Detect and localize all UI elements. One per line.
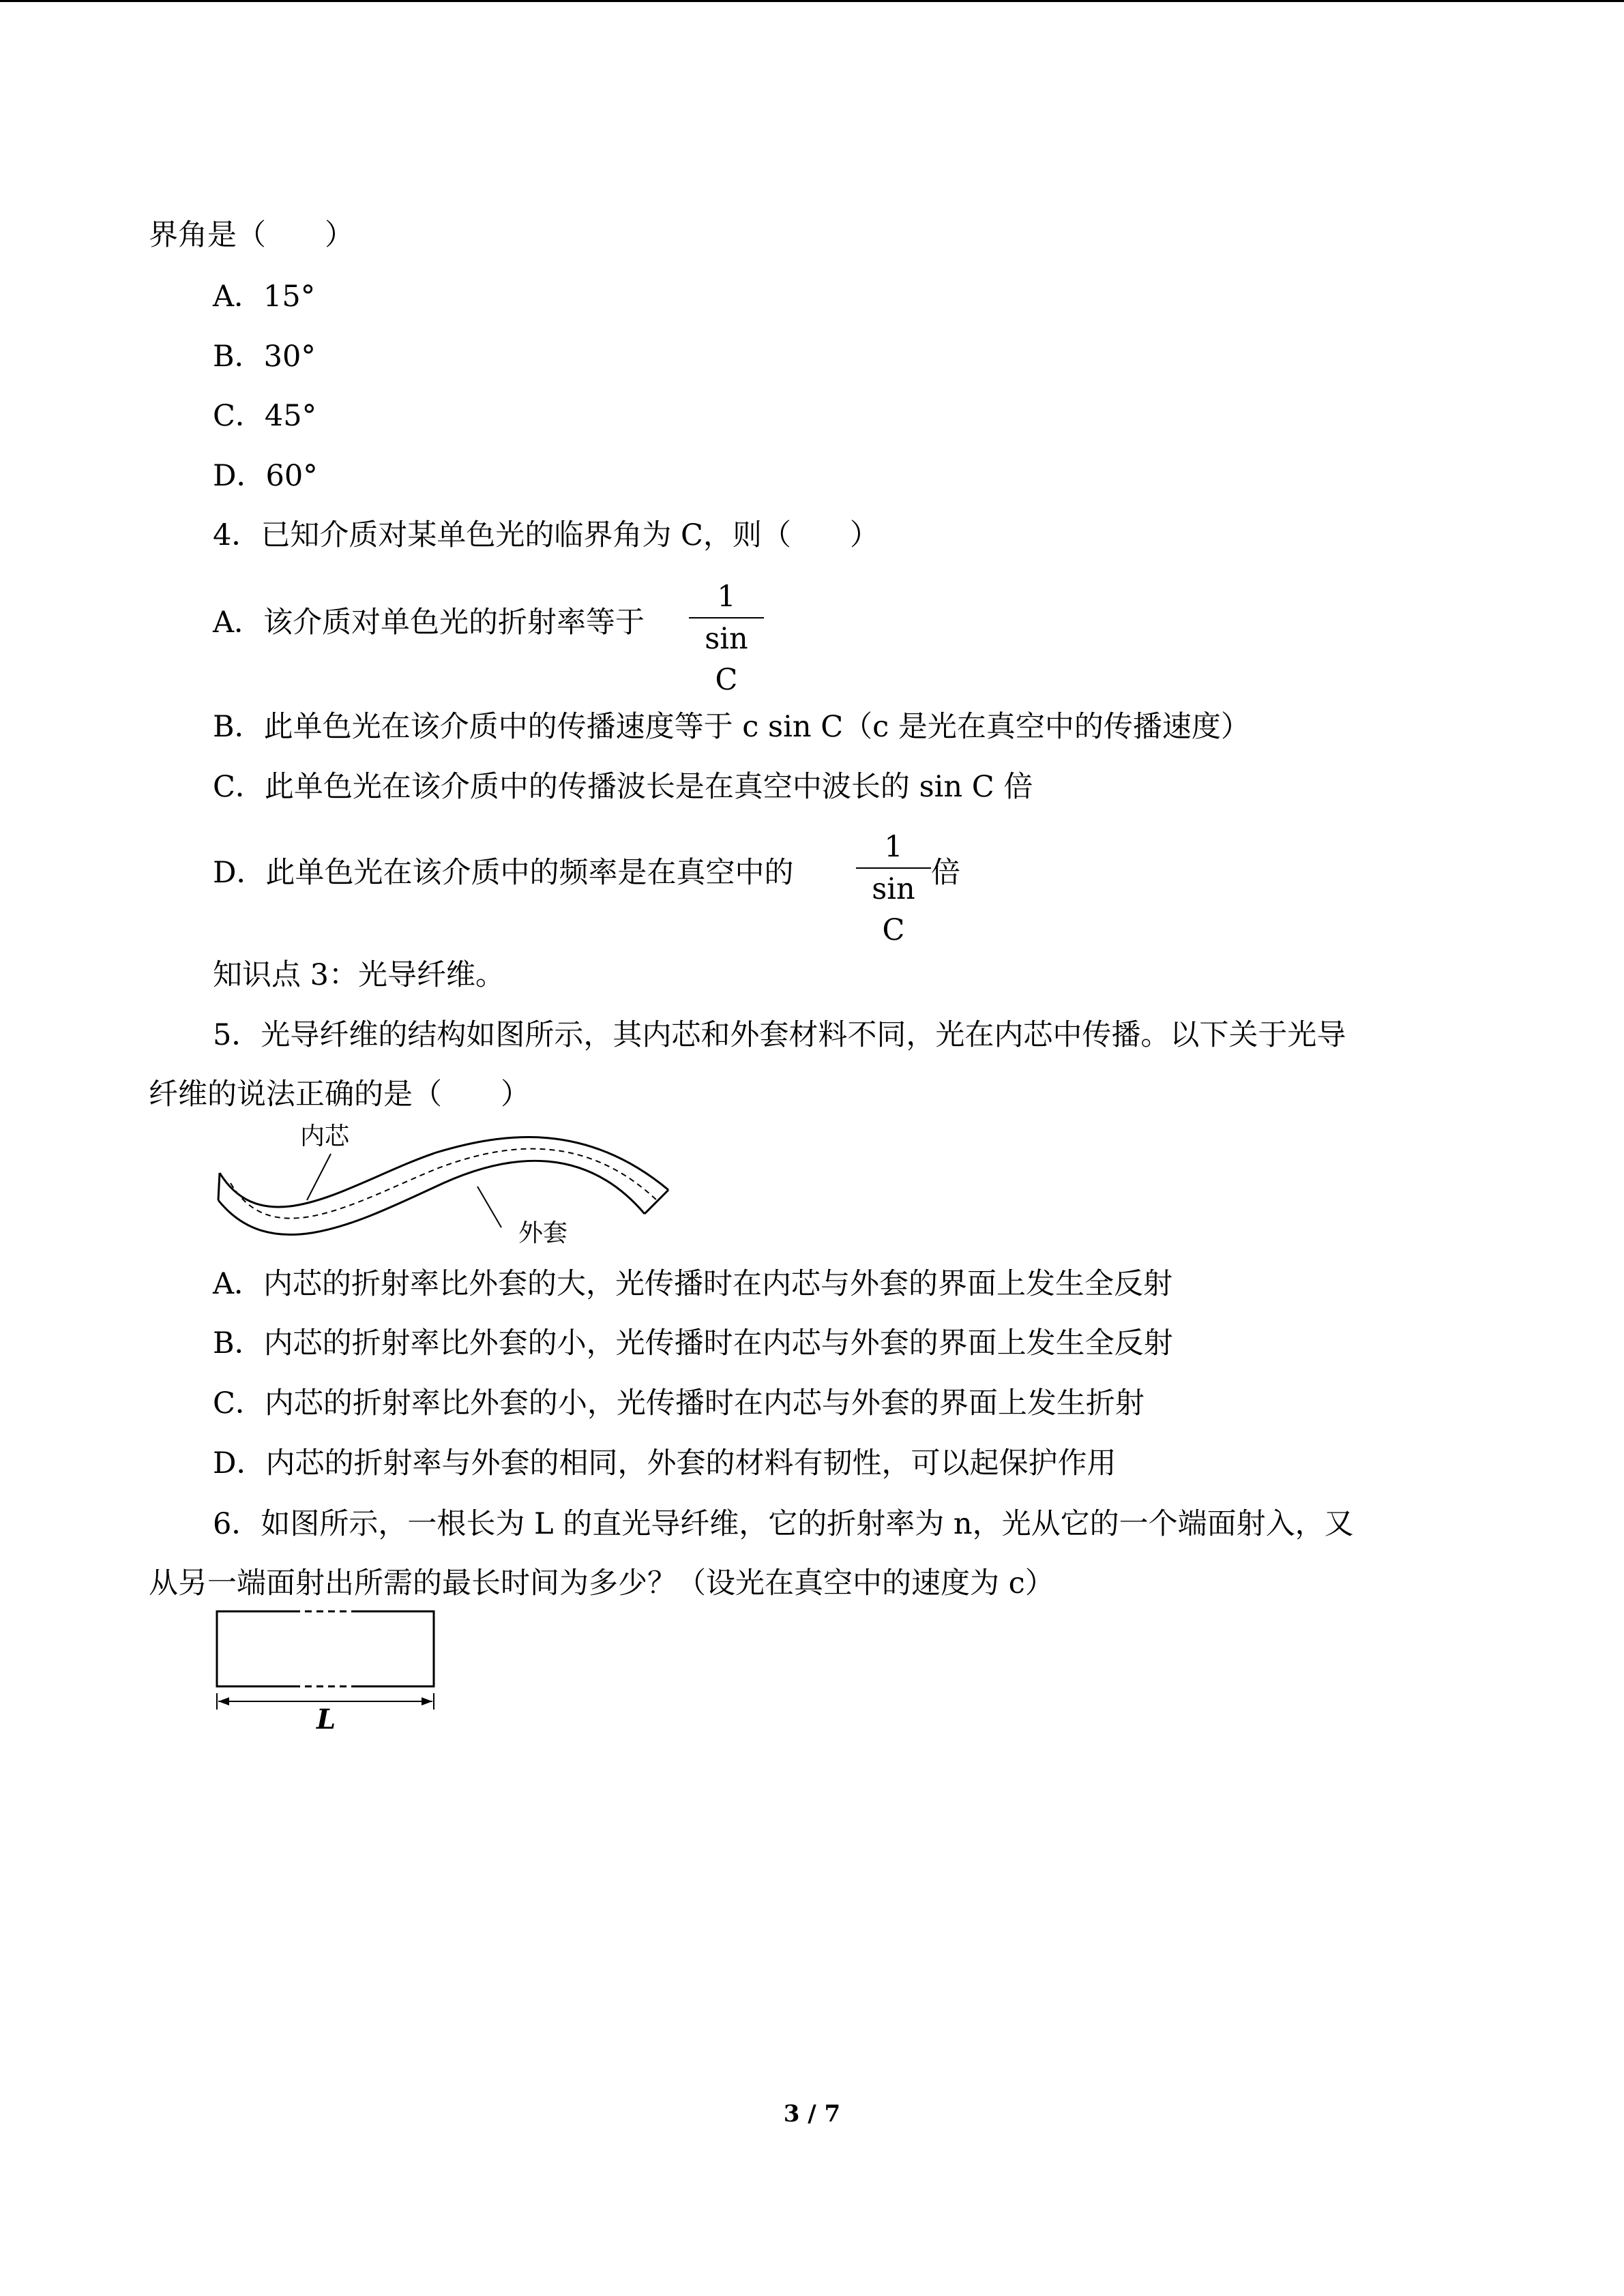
q4-option-a — [213, 602, 645, 643]
q4-option-a-fraction — [689, 576, 764, 697]
q4-option-d-suffix: 倍 — [931, 856, 960, 890]
fraction-numerator: 1 — [717, 580, 736, 614]
q6-stem-line1: 6．如图所示，一根长为 L 的直光导纤维，它的折射率为 n，光从它的一个端面射入，又 — [213, 1507, 1354, 1541]
fiber-rectangle — [217, 1611, 434, 1686]
q3-stem-end: 界角是（ ） — [149, 218, 354, 252]
fraction-numerator: 1 — [884, 830, 903, 864]
q5-option-d: D．内芯的折射率与外套的相同，外套的材料有韧性，可以起保护作用 — [213, 1446, 1117, 1480]
q3-option-c: C．45° — [213, 399, 317, 433]
fraction-denominator: sin C — [705, 622, 748, 697]
knowledge-point-heading: 知识点 3：光导纤维。 — [213, 958, 505, 992]
q4-option-d-fraction — [856, 826, 931, 947]
fiber-outer-boundary-top — [220, 1137, 668, 1207]
q5-option-a: A．内芯的折射率比外套的大，光传播时在内芯与外套的界面上发生全反射 — [213, 1267, 1173, 1301]
straight-fiber-figure — [205, 1599, 450, 1735]
dimension-arrow-right — [422, 1697, 432, 1705]
q5-stem-line2: 纤维的说法正确的是（ ） — [149, 1077, 530, 1112]
q5-option-b: B．内芯的折射率比外套的小，光传播时在内芯与外套的界面上发生全反射 — [213, 1326, 1173, 1360]
q3-option-d: D．60° — [213, 459, 318, 493]
fraction-denominator: sin C — [872, 872, 915, 947]
q5-stem-line1: 5．光导纤维的结构如图所示，其内芯和外套材料不同，光在内芯中传播。以下关于光导 — [213, 1018, 1346, 1052]
q4-option-d — [213, 852, 793, 893]
fiber-end-cap-left — [218, 1173, 220, 1200]
page-top-border — [0, 0, 1624, 2]
core-label-leader — [307, 1154, 331, 1200]
cladding-label-leader — [477, 1187, 501, 1227]
q4-option-b: B．此单色光在该介质中的传播速度等于 c sin C（c 是光在真空中的传播速度） — [213, 710, 1250, 744]
q4-option-a-text: A．该介质对单色光的折射率等于 — [213, 606, 645, 640]
fiber-outer-boundary-bottom — [218, 1161, 645, 1234]
q4-option-c: C．此单色光在该介质中的传播波长是在真空中波长的 sin C 倍 — [213, 770, 1033, 804]
fiber-end-cap-right — [645, 1190, 668, 1214]
core-label: 内芯 — [300, 1122, 350, 1150]
page-number: 3 / 7 — [783, 2100, 841, 2128]
q5-option-c: C．内芯的折射率比外套的小，光传播时在内芯与外套的界面上发生折射 — [213, 1386, 1145, 1420]
q3-option-b: B．30° — [213, 340, 316, 374]
dimension-arrow-left — [218, 1697, 229, 1705]
q4-option-d-text: D．此单色光在该介质中的频率是在真空中的 — [213, 856, 794, 890]
cladding-label: 外套 — [518, 1219, 568, 1247]
q6-stem-line2: 从另一端面射出所需的最长时间为多少？（设光在真空中的速度为 c） — [149, 1566, 1054, 1600]
length-label: L — [316, 1703, 336, 1735]
q3-option-a: A．15° — [213, 280, 316, 314]
optical-fiber-figure — [205, 1118, 696, 1248]
q4-stem: 4．已知介质对某单色光的临界角为 C，则（ ） — [213, 518, 879, 552]
